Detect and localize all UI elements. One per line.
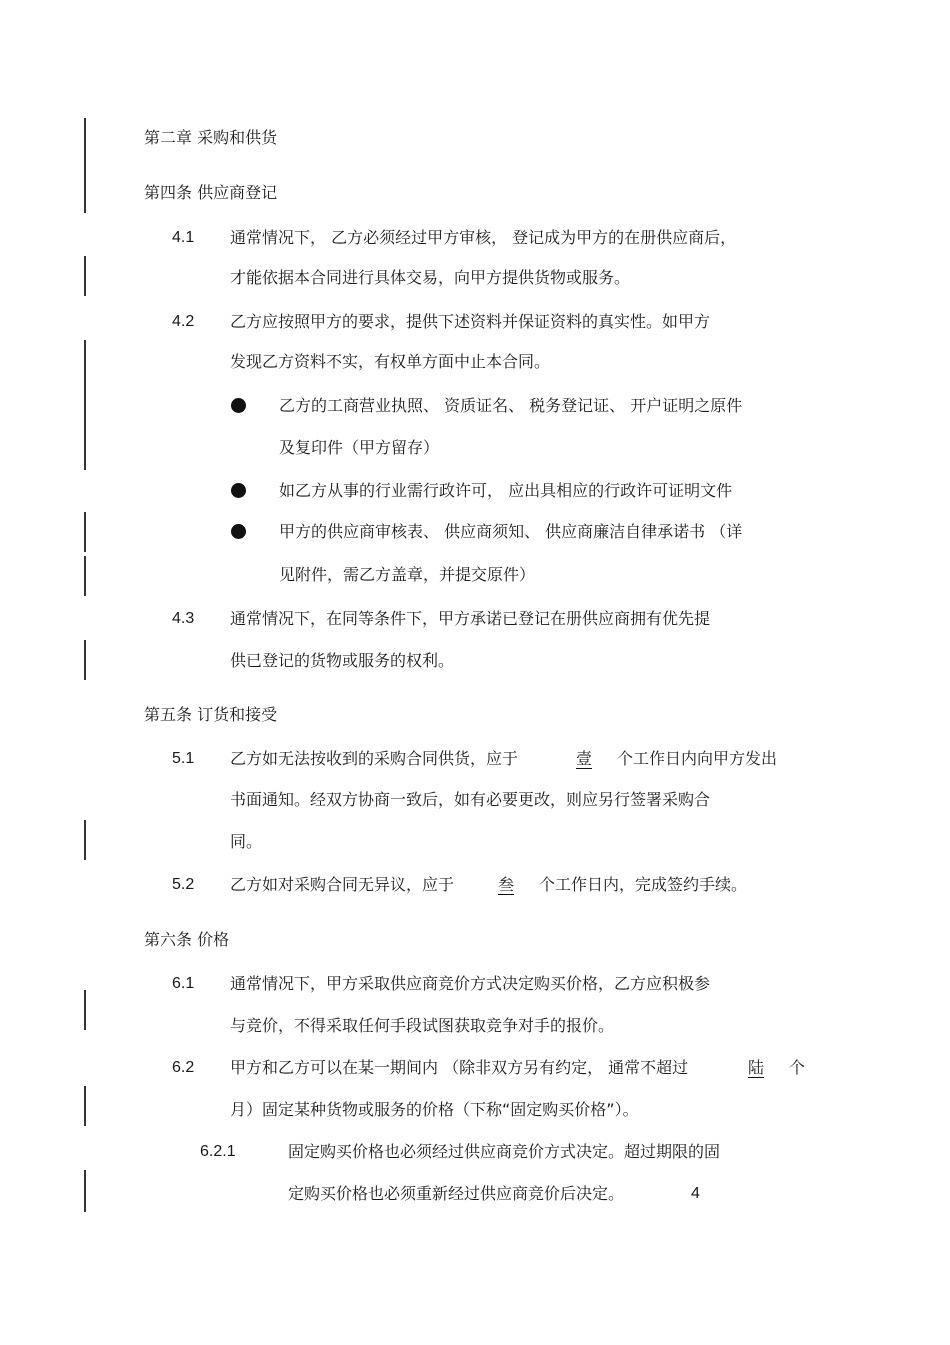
clause-text: 发现乙方资料不实，有权单方面中止本合同。 [230,352,551,371]
clause-text: 个工作日内向甲方发出 [617,749,778,768]
fill-in-blank: 陆 [748,1058,765,1077]
article-6-title: 第六条 价格 [144,930,230,949]
clause-text: 才能依据本合同进行具体交易，向甲方提供货物或服务。 [230,268,631,287]
clause-text: 甲方和乙方可以在某一期间内 （除非双方另有约定， 通常不超过 [230,1058,689,1077]
clause-text: 书面通知。经双方协商一致后，如有必要更改，则应另行签署采购合 [230,790,711,809]
bullet-text: 及复印件（甲方留存） [279,438,440,457]
clause-number: 5.1 [172,750,195,767]
clause-text: 通常情况下，在同等条件下，甲方承诺已登记在册供应商拥有优先提 [230,609,711,628]
clause-text: 个 [789,1058,806,1077]
bullet-text: 乙方的工商营业执照、 资质证名、 税务登记证、 开户证明之原件 [279,396,743,415]
clause-text: 个工作日内，完成签约手续。 [539,875,748,894]
clause-text: 同。 [230,832,263,851]
fill-in-blank: 叁 [498,875,515,894]
page-number: 4 [691,1185,700,1202]
fill-in-blank: 壹 [576,749,593,768]
revision-bar [84,640,86,680]
revision-bar [84,990,86,1030]
revision-bar [84,512,86,552]
bullet-icon [231,524,246,539]
bullet-icon [231,398,246,413]
clause-text: 月）固定某种货物或服务的价格（下称“固定购买价格”）。 [230,1100,639,1119]
clause-text: 通常情况下， 乙方必须经过甲方审核， 登记成为甲方的在册供应商后， [230,228,737,247]
article-4-title: 第四条 供应商登记 [144,183,278,202]
revision-bar [84,820,86,860]
clause-number: 4.1 [172,229,195,246]
clause-text: 与竞价，不得采取任何手段试图获取竞争对手的报价。 [230,1016,615,1035]
clause-text: 定购买价格也必须重新经过供应商竞价后决定。 [288,1184,625,1203]
bullet-icon [231,483,246,498]
clause-number: 6.1 [172,975,195,992]
clause-text: 通常情况下，甲方采取供应商竞价方式决定购买价格，乙方应积极参 [230,974,711,993]
revision-bar [84,1086,86,1126]
bullet-text: 甲方的供应商审核表、 供应商须知、 供应商廉洁自律承诺书 （详 [279,522,743,541]
revision-bar [84,1170,86,1212]
revision-bar [84,256,86,296]
clause-number: 4.3 [172,610,195,627]
clause-text: 供已登记的货物或服务的权利。 [230,651,455,670]
chapter-heading: 第二章 采购和供货 [144,128,278,147]
revision-bar [84,340,86,470]
clause-number: 4.2 [172,313,195,330]
bullet-text: 如乙方从事的行业需行政许可， 应出具相应的行政许可证明文件 [279,481,733,500]
clause-text: 固定购买价格也必须经过供应商竞价方式决定。超过期限的固 [288,1142,721,1161]
clause-text: 乙方如对采购合同无异议，应于 [230,875,455,894]
revision-bar [84,556,86,596]
clause-number: 6.2 [172,1059,195,1076]
revision-bar [84,118,86,213]
clause-number: 5.2 [172,876,195,893]
article-5-title: 第五条 订货和接受 [144,705,278,724]
clause-number: 6.2.1 [200,1143,236,1160]
clause-text: 乙方如无法按收到的采购合同供货，应于 [230,749,519,768]
clause-text: 乙方应按照甲方的要求，提供下述资料并保证资料的真实性。如甲方 [230,312,711,331]
bullet-text: 见附件，需乙方盖章，并提交原件） [279,565,536,584]
